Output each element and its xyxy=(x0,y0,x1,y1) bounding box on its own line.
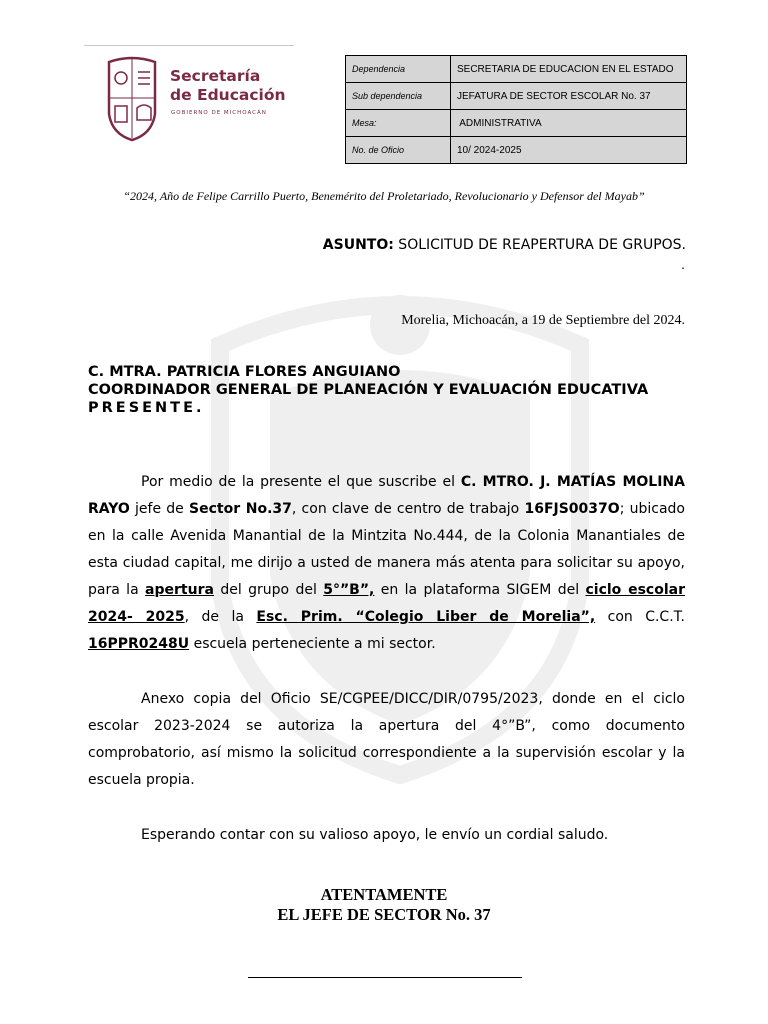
info-label: Mesa: xyxy=(346,110,451,137)
subject-label: ASUNTO: xyxy=(322,237,394,253)
subject-dot: . xyxy=(681,258,685,272)
text-run: con C.C.T. xyxy=(595,609,685,625)
info-label: Sub dependencia xyxy=(346,83,451,110)
office-info-table xyxy=(345,55,687,164)
header-rule xyxy=(84,45,294,46)
secretaria-logo xyxy=(106,54,291,144)
text-run: ; ubicado en la calle Avenida Manantial de la Mintzita No.444, de la Colonia Manantiales de esta ciudad capital, me dirijo a usted de manera más atenta para solicitar su apoyo, para la xyxy=(88,501,685,598)
logo-title xyxy=(170,67,286,105)
logo-title-line1: Secretaría xyxy=(170,67,261,85)
info-row-mesa xyxy=(346,110,687,137)
logo-title-line2: de Educación xyxy=(170,86,286,104)
paragraph-2-text: Anexo copia del Oficio SE/CGPEE/DICC/DIR/0795/2023, donde en el ciclo escolar 2023-2024 se autoriza la apertura del 4°”B”, como documento comprobatorio, así mismo la solicitud correspondiente a la supervisión escolar y la escuela propia. xyxy=(88,691,685,788)
info-value: JEFATURA DE SECTOR ESCOLAR No. 37 xyxy=(451,83,687,110)
info-row-dependencia xyxy=(346,56,687,83)
year-motto: “2024, Año de Felipe Carrillo Puerto, Benemérito del Proletariado, Revolucionario y Defensor del Mayab” xyxy=(123,189,645,203)
paragraph-3-text: Esperando contar con su valioso apoyo, le envío un cordial saludo. xyxy=(141,827,609,843)
closing-atentamente: ATENTAMENTE xyxy=(320,885,448,904)
info-label: No. de Oficio xyxy=(346,137,451,164)
closing-signer-title: EL JEFE DE SECTOR No. 37 xyxy=(277,905,491,924)
text-run: del grupo del xyxy=(213,582,324,598)
info-value: ADMINISTRATIVA xyxy=(451,110,687,137)
info-row-oficio xyxy=(346,137,687,164)
addressee-block xyxy=(88,363,648,417)
addressee-present: PRESENTE. xyxy=(88,400,205,416)
school-cycle: ciclo escolar 2024- 2025 xyxy=(88,582,685,625)
signature-line xyxy=(248,977,522,978)
school-name: Esc. Prim. “Colegio Liber de Morelia”, xyxy=(256,609,596,625)
addressee-position: COORDINADOR GENERAL DE PLANEACIÓN Y EVALUACIÓN EDUCATIVA xyxy=(88,382,649,398)
text-run: Por medio de la presente el que suscribe el xyxy=(141,474,461,490)
sector-number: Sector No.37 xyxy=(189,501,292,517)
addressee-name: C. MTRA. PATRICIA FLORES ANGUIANO xyxy=(88,364,401,380)
signer-name: C. MTRO. J. MATÍAS MOLINA RAYO xyxy=(88,474,685,517)
text-run: jefe de xyxy=(129,501,190,517)
text-run: escuela perteneciente a mi sector. xyxy=(189,636,436,652)
info-label: Dependencia xyxy=(346,56,451,83)
body-paragraph-2 xyxy=(88,686,685,794)
info-value: SECRETARIA DE EDUCACION EN EL ESTADO xyxy=(451,56,687,83)
subject-text: SOLICITUD DE REAPERTURA DE GRUPOS. xyxy=(393,237,686,253)
subject-line xyxy=(323,237,686,253)
logo-subtitle: GOBIERNO DE MICHOACÁN xyxy=(171,110,267,116)
apertura-term: apertura xyxy=(145,582,214,598)
text-run: , con clave de centro de trabajo xyxy=(291,501,525,517)
closing-block xyxy=(0,885,768,925)
text-run: , de la xyxy=(184,609,257,625)
info-value: 10/ 2024-2025 xyxy=(451,137,687,164)
text-run: en la plataforma SIGEM del xyxy=(374,582,586,598)
work-center-key: 16FJS0037O xyxy=(524,501,620,517)
group-id: 5°”B”, xyxy=(323,582,375,598)
place-date: Morelia, Michoacán, a 19 de Septiembre del 2024. xyxy=(401,313,685,328)
info-row-subdependencia xyxy=(346,83,687,110)
body-paragraph-3 xyxy=(88,822,685,849)
cct-code: 16PPR0248U xyxy=(88,636,190,652)
body-paragraph-1 xyxy=(88,469,685,658)
michoacan-shield-icon xyxy=(106,54,158,142)
